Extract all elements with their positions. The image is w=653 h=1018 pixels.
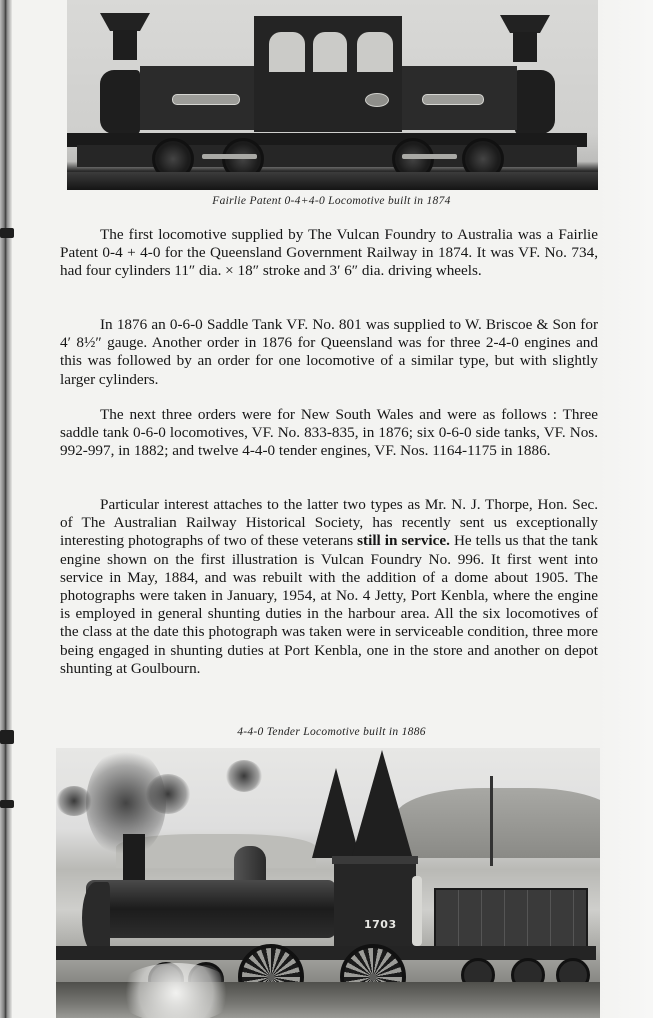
paragraph-1 (60, 226, 598, 281)
cab-roof (332, 856, 418, 864)
background-hill (396, 788, 600, 858)
smokebox-right (515, 70, 555, 134)
paragraph-text: The first locomotive supplied by The Vulcan Foundry to Australia was a Fairlie Patent 0-4 + 4-0 for the Queensland Government Railway in 1874. It was VF. No. 734, had four cylinders 11″ dia. × 18″ stroke and 3′ 6″ dia. driving wheels. (60, 226, 598, 280)
paragraph-3 (60, 406, 598, 461)
crew-member (412, 876, 422, 946)
connecting-rod (202, 154, 257, 159)
palm-tree (226, 760, 262, 792)
paragraph-text: The next three orders were for New South Wales and were as follows : Three saddle tank 0-6-0 locomotives, VF. No. 833-835, in 1876; six 0-6-0 side tanks, VF. Nos. 992-997, in 1882; and twelve 4-4-0 tender engines, VF. Nos. 1164-1175 in 1886. (60, 406, 598, 460)
paragraph-4 (60, 496, 598, 678)
connecting-rod (402, 154, 457, 159)
binding-mark (0, 228, 14, 238)
chimney-stack-right (513, 32, 537, 62)
cab-window (269, 32, 305, 72)
telegraph-pole (490, 776, 493, 866)
frame (56, 946, 596, 960)
paragraph-2 (60, 316, 598, 389)
rail (67, 172, 598, 190)
chimney-right-icon (500, 15, 550, 33)
page-binding-edge (0, 0, 12, 1018)
cab-window (357, 32, 393, 72)
chimney-left-icon (100, 13, 150, 31)
paragraph-text-end: He tells us that the tank engine shown on the first illustration is Vulcan Foundry No. 996. It first went into service in May, 1884, and was rebuilt with the addition of a dome about 1905. The photographs were taken in January, 1954, at No. 4 Jetty, Port Kenbla, where the engine is employed in general shunting duties in the harbour area. All the six locomotives of the class at the date this photograph was taken were in serviceable condition, three more being engaged in shunting duties at Port Kenbla, one in the store and another on depot shunting at Goulbourn. (60, 532, 598, 677)
steam-cloud (116, 963, 236, 1018)
binding-mark (0, 800, 14, 808)
smokebox-door (82, 882, 110, 954)
boiler (86, 880, 336, 938)
fairlie-locomotive-photo (67, 0, 598, 190)
paragraph-text-start: Particular interest attaches to the latter two types as Mr. N. J. Thorpe, Hon. Sec. of The Australian Railway Historical Society, has recently sent us exceptionally interesting photographs of two of these veterans (60, 496, 598, 550)
chimney (123, 834, 145, 886)
smokebox-left (100, 70, 140, 134)
figure-caption-top: Fairlie Patent 0-4+4-0 Locomotive built in 1874 (212, 195, 451, 207)
emphasis-still-in-service: still in service. (357, 532, 450, 550)
paragraph-text (60, 496, 598, 678)
cab-window (313, 32, 347, 72)
builder-plate (365, 93, 389, 107)
chimney-stack-left (113, 30, 137, 60)
cab (334, 858, 416, 950)
paragraph-text: In 1876 an 0-6-0 Saddle Tank VF. No. 801 was supplied to W. Briscoe & Son for 4′ 8½″ gauge. Another order in 1876 for Queensland was for three 2-4-0 engines and this was followed by an order for one locomotive of a similar type, but with slightly larger cylinders. (60, 316, 598, 388)
page-right-margin (598, 0, 653, 1018)
locomotive-number: 1703 (364, 918, 397, 931)
figure-caption-bottom: 4-4-0 Tender Locomotive built in 1886 (237, 726, 426, 738)
pine-tree (348, 750, 416, 870)
nameplate-left (172, 94, 240, 105)
tender-locomotive-photo (56, 748, 600, 1018)
nameplate-right (422, 94, 484, 105)
